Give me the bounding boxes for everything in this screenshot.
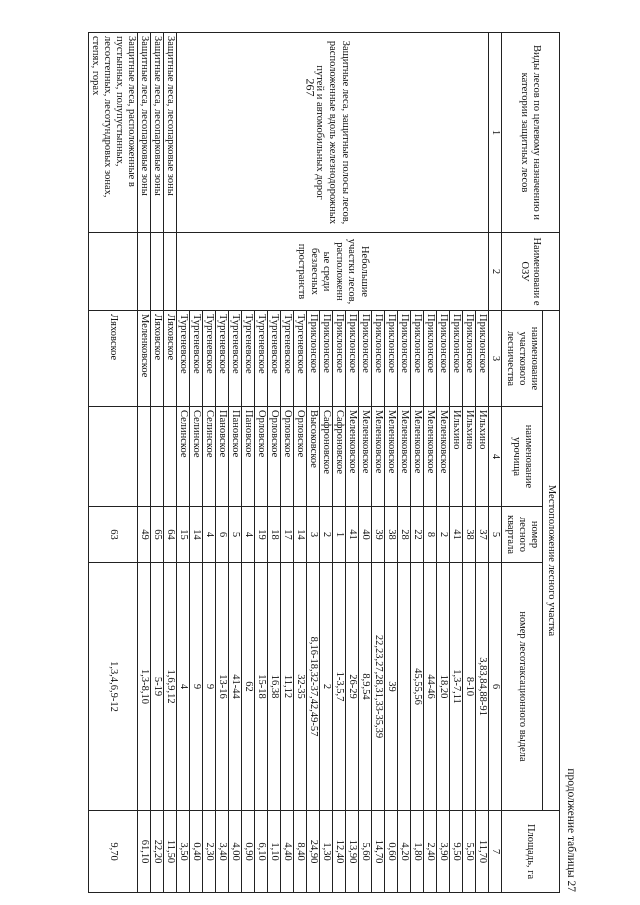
- tract-cell: Орловское: [255, 407, 268, 507]
- continuation-label: продолжение таблицы 27: [565, 768, 577, 892]
- quarter-cell: 14: [294, 507, 307, 563]
- quarter-cell: 4: [242, 507, 255, 563]
- section-cell: 16,38: [268, 563, 281, 811]
- tract-cell: Сафроновское: [333, 407, 346, 507]
- area-cell: 8,40: [294, 811, 307, 893]
- forestry-cell: Приклонское: [333, 311, 346, 407]
- section-cell: 45,55,56: [411, 563, 424, 811]
- forestry-cell: Приклонское: [476, 311, 489, 407]
- header-purpose: Виды лесов по целевому назначению и категории защитных лесов: [502, 33, 560, 233]
- quarter-cell: 37: [476, 507, 489, 563]
- quarter-cell: 14: [190, 507, 203, 563]
- forestry-cell: Приклонское: [307, 311, 320, 407]
- header-area: Площадь, га: [502, 811, 560, 893]
- area-cell: 2,40: [424, 811, 437, 893]
- area-cell: 9,70: [89, 811, 138, 893]
- quarter-cell: 41: [346, 507, 359, 563]
- tract-cell: [138, 407, 151, 507]
- section-cell: 2: [320, 563, 333, 811]
- header-forestry: наименование участкового лесничества: [502, 311, 543, 407]
- ozu-cell: [89, 233, 138, 311]
- area-cell: 12,40: [333, 811, 346, 893]
- purpose-cell: Защитные леса, лесопарковые зоны: [138, 33, 151, 233]
- section-cell: 1-3,5,7: [333, 563, 346, 811]
- area-cell: 0,40: [190, 811, 203, 893]
- tract-cell: Меленковское: [424, 407, 437, 507]
- forestry-cell: Тургеневское: [255, 311, 268, 407]
- header-location: Местоположение лесного участка: [543, 311, 560, 811]
- area-cell: 2,30: [203, 811, 216, 893]
- header-tract: наименование урочища: [502, 407, 543, 507]
- tract-cell: Селинское: [190, 407, 203, 507]
- forestry-cell: Приклонское: [411, 311, 424, 407]
- forestry-cell: Приклонское: [372, 311, 385, 407]
- area-cell: 0,90: [242, 811, 255, 893]
- header-quarter: номер лесного квартала: [502, 507, 543, 563]
- tract-cell: Меленковское: [411, 407, 424, 507]
- quarter-cell: 19: [255, 507, 268, 563]
- forestry-cell: Тургеневское: [203, 311, 216, 407]
- tract-cell: [89, 407, 138, 507]
- column-numbers-row: [489, 33, 502, 893]
- column-number: 6: [489, 563, 502, 811]
- forestry-cell: Тургеневское: [216, 311, 229, 407]
- quarter-cell: 22: [411, 507, 424, 563]
- section-cell: 1,6,9,12: [164, 563, 177, 811]
- tract-cell: Меленковское: [385, 407, 398, 507]
- column-number: 4: [489, 407, 502, 507]
- area-cell: 4,20: [398, 811, 411, 893]
- quarter-cell: 17: [281, 507, 294, 563]
- forestry-cell: Приклонское: [437, 311, 450, 407]
- column-number: 2: [489, 233, 502, 311]
- tract-cell: Сафроновское: [320, 407, 333, 507]
- area-cell: 11,50: [164, 811, 177, 893]
- tract-cell: Меленковское: [359, 407, 372, 507]
- section-cell: 3,83,84,88-91: [476, 563, 489, 811]
- section-cell: 11,12: [281, 563, 294, 811]
- column-number: 5: [489, 507, 502, 563]
- quarter-cell: 39: [372, 507, 385, 563]
- forestry-cell: Тургеневское: [281, 311, 294, 407]
- tract-cell: Пановское: [242, 407, 255, 507]
- tract-cell: Селинское: [203, 407, 216, 507]
- quarter-cell: 5: [229, 507, 242, 563]
- section-cell: 22,23,27,28,31,33-35,39: [372, 563, 385, 811]
- quarter-cell: 38: [463, 507, 476, 563]
- area-cell: 5,60: [359, 811, 372, 893]
- column-number: 3: [489, 311, 502, 407]
- forestry-cell: Тургеневское: [268, 311, 281, 407]
- forestry-cell: Приклонское: [463, 311, 476, 407]
- quarter-cell: 2: [437, 507, 450, 563]
- forestry-cell: Ляховское: [164, 311, 177, 407]
- tract-cell: Пановское: [229, 407, 242, 507]
- area-cell: 22,20: [151, 811, 164, 893]
- area-cell: 1,10: [268, 811, 281, 893]
- area-cell: 14,70: [372, 811, 385, 893]
- ozu-cell: Небольшие участки лесов, расположенн ые среди безлесных пространств: [177, 233, 489, 311]
- forestry-cell: Приклонское: [424, 311, 437, 407]
- quarter-cell: 1: [333, 507, 346, 563]
- quarter-cell: 4: [203, 507, 216, 563]
- section-cell: 15-18: [255, 563, 268, 811]
- purpose-cell: Защитные леса, расположенные в пустынных, полупустынных, лесостепных, лесотундровых зонах, степях, горах: [89, 33, 138, 233]
- table-row: [151, 33, 164, 893]
- quarter-cell: 64: [164, 507, 177, 563]
- forestry-cell: Приклонское: [320, 311, 333, 407]
- area-cell: 3,90: [437, 811, 450, 893]
- section-cell: 18,20: [437, 563, 450, 811]
- forestry-cell: Приклонское: [385, 311, 398, 407]
- area-cell: 0,60: [385, 811, 398, 893]
- section-cell: 9: [190, 563, 203, 811]
- forestry-cell: Приклонское: [359, 311, 372, 407]
- ozu-cell: [164, 233, 177, 311]
- purpose-cell: Защитные леса, лесопарковые зоны: [151, 33, 164, 233]
- area-cell: 11,70: [476, 811, 489, 893]
- section-cell: 8,9,54: [359, 563, 372, 811]
- quarter-cell: 6: [216, 507, 229, 563]
- tract-cell: Орловское: [268, 407, 281, 507]
- purpose-cell: Защитные леса, лесопарковые зоны: [164, 33, 177, 233]
- header-ozu: Наименовани е ОЗУ: [502, 233, 560, 311]
- section-cell: [398, 563, 411, 811]
- ozu-cell: [138, 233, 151, 311]
- section-cell: 9: [203, 563, 216, 811]
- rotated-table-sheet: [60, 32, 580, 892]
- tract-cell: Ильхино: [450, 407, 463, 507]
- table-row: [476, 33, 489, 893]
- table-body: [89, 33, 489, 893]
- purpose-cell: Защитные леса, защитные полосы лесов, расположенные вдоль железнодорожных путей и автомобильных дорог: [177, 33, 489, 233]
- tract-cell: Селинское: [177, 407, 190, 507]
- quarter-cell: 40: [359, 507, 372, 563]
- area-cell: 5,50: [463, 811, 476, 893]
- section-cell: 1,3-7,11: [450, 563, 463, 811]
- forestry-cell: Тургеневское: [229, 311, 242, 407]
- forest-table: [88, 32, 560, 893]
- tract-cell: Меленковское: [372, 407, 385, 507]
- header-section: номер лесотаксационного выдела: [502, 563, 543, 811]
- section-cell: 13-16: [216, 563, 229, 811]
- area-cell: 4,40: [281, 811, 294, 893]
- column-number: 1: [489, 33, 502, 233]
- ozu-cell: [151, 233, 164, 311]
- area-cell: 61,10: [138, 811, 151, 893]
- forestry-cell: Приклонское: [346, 311, 359, 407]
- quarter-cell: 3: [307, 507, 320, 563]
- area-cell: 1,80: [411, 811, 424, 893]
- area-cell: 4,00: [229, 811, 242, 893]
- forestry-cell: Тургеневское: [242, 311, 255, 407]
- section-cell: 5-19: [151, 563, 164, 811]
- section-cell: 1,3,4,6,9-12: [89, 563, 138, 811]
- area-cell: 3,50: [177, 811, 190, 893]
- section-cell: 62: [242, 563, 255, 811]
- column-number: 7: [489, 811, 502, 893]
- quarter-cell: 2: [320, 507, 333, 563]
- quarter-cell: 63: [89, 507, 138, 563]
- section-cell: 26-29: [346, 563, 359, 811]
- forestry-cell: Ляховское: [89, 311, 138, 407]
- section-cell: 8-10: [463, 563, 476, 811]
- table-row: [138, 33, 151, 893]
- forestry-cell: Тургеневское: [177, 311, 190, 407]
- quarter-cell: 8: [424, 507, 437, 563]
- area-cell: 9,50: [450, 811, 463, 893]
- quarter-cell: 41: [450, 507, 463, 563]
- quarter-cell: 28: [398, 507, 411, 563]
- section-cell: 8,16-18,32-37,42,49-57: [307, 563, 320, 811]
- forestry-cell: Тургеневское: [190, 311, 203, 407]
- forestry-cell: Тургеневское: [294, 311, 307, 407]
- tract-cell: Пановское: [216, 407, 229, 507]
- table-row: [164, 33, 177, 893]
- section-cell: 32-35: [294, 563, 307, 811]
- tract-cell: Орловское: [294, 407, 307, 507]
- section-cell: 44-46: [424, 563, 437, 811]
- section-cell: 4: [177, 563, 190, 811]
- quarter-cell: 15: [177, 507, 190, 563]
- tract-cell: Ильхино: [463, 407, 476, 507]
- quarter-cell: 18: [268, 507, 281, 563]
- forestry-cell: Меленковское: [138, 311, 151, 407]
- tract-cell: Меленковское: [437, 407, 450, 507]
- forestry-cell: Ляховское: [151, 311, 164, 407]
- section-cell: 1,3-8,10: [138, 563, 151, 811]
- quarter-cell: 49: [138, 507, 151, 563]
- quarter-cell: 38: [385, 507, 398, 563]
- page-number: 267: [303, 78, 318, 97]
- area-cell: 13,90: [346, 811, 359, 893]
- tract-cell: [164, 407, 177, 507]
- tract-cell: Ильхино: [476, 407, 489, 507]
- quarter-cell: 65: [151, 507, 164, 563]
- tract-cell: Меленковское: [346, 407, 359, 507]
- area-cell: 24,90: [307, 811, 320, 893]
- section-cell: 39: [385, 563, 398, 811]
- section-cell: 41-44: [229, 563, 242, 811]
- area-cell: 1,30: [320, 811, 333, 893]
- table-row: [89, 33, 138, 893]
- tract-cell: Орловское: [281, 407, 294, 507]
- area-cell: 6,10: [255, 811, 268, 893]
- tract-cell: Меленковское: [398, 407, 411, 507]
- tract-cell: [151, 407, 164, 507]
- forestry-cell: Приклонское: [450, 311, 463, 407]
- tract-cell: Высоковское: [307, 407, 320, 507]
- area-cell: 3,40: [216, 811, 229, 893]
- forestry-cell: Приклонское: [398, 311, 411, 407]
